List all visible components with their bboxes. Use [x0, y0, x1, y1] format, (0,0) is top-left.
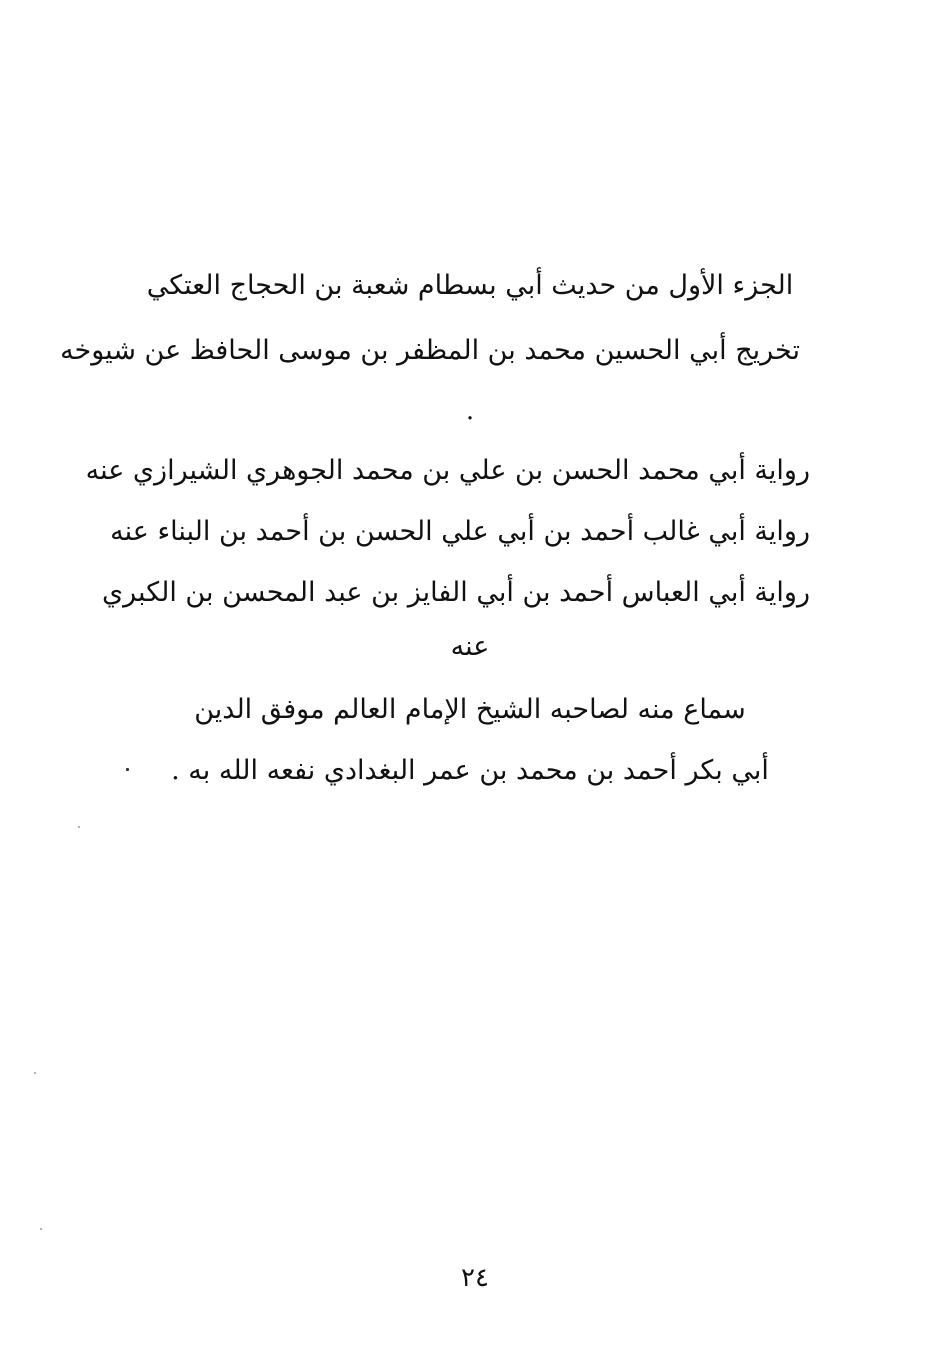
ink-speck: [40, 1228, 42, 1230]
chain-line-3: رواية أبي العباس أحمد بن أبي الفايز بن عبد المحسن بن الكبري: [102, 577, 810, 608]
chain-line-4: عنه: [450, 631, 490, 662]
audition-line-2: أبي بكر أحمد بن محمد بن عمر البغدادي نفعه الله به .: [171, 755, 769, 786]
page-number: ٢٤: [461, 1263, 489, 1293]
title-line-2: تخريج أبي الحسين محمد بن المظفر بن موسى الحافظ عن شيوخه: [60, 335, 800, 366]
section-separator: .: [465, 396, 475, 426]
chain-line-2: رواية أبي غالب أحمد بن أبي علي الحسن بن أحمد بن البناء عنه: [110, 516, 810, 547]
ink-speck: [78, 826, 80, 828]
ink-speck: [126, 768, 129, 771]
title-line-1: الجزء الأول من حديث أبي بسطام شعبة بن الحجاج العتكي: [146, 270, 794, 301]
chain-line-1: رواية أبي محمد الحسن بن علي بن محمد الجوهري الشيرازي عنه: [85, 455, 810, 486]
audition-line-1: سماع منه لصاحبه الشيخ الإمام العالم موفق الدين: [194, 694, 746, 725]
ink-speck: [34, 1072, 36, 1074]
